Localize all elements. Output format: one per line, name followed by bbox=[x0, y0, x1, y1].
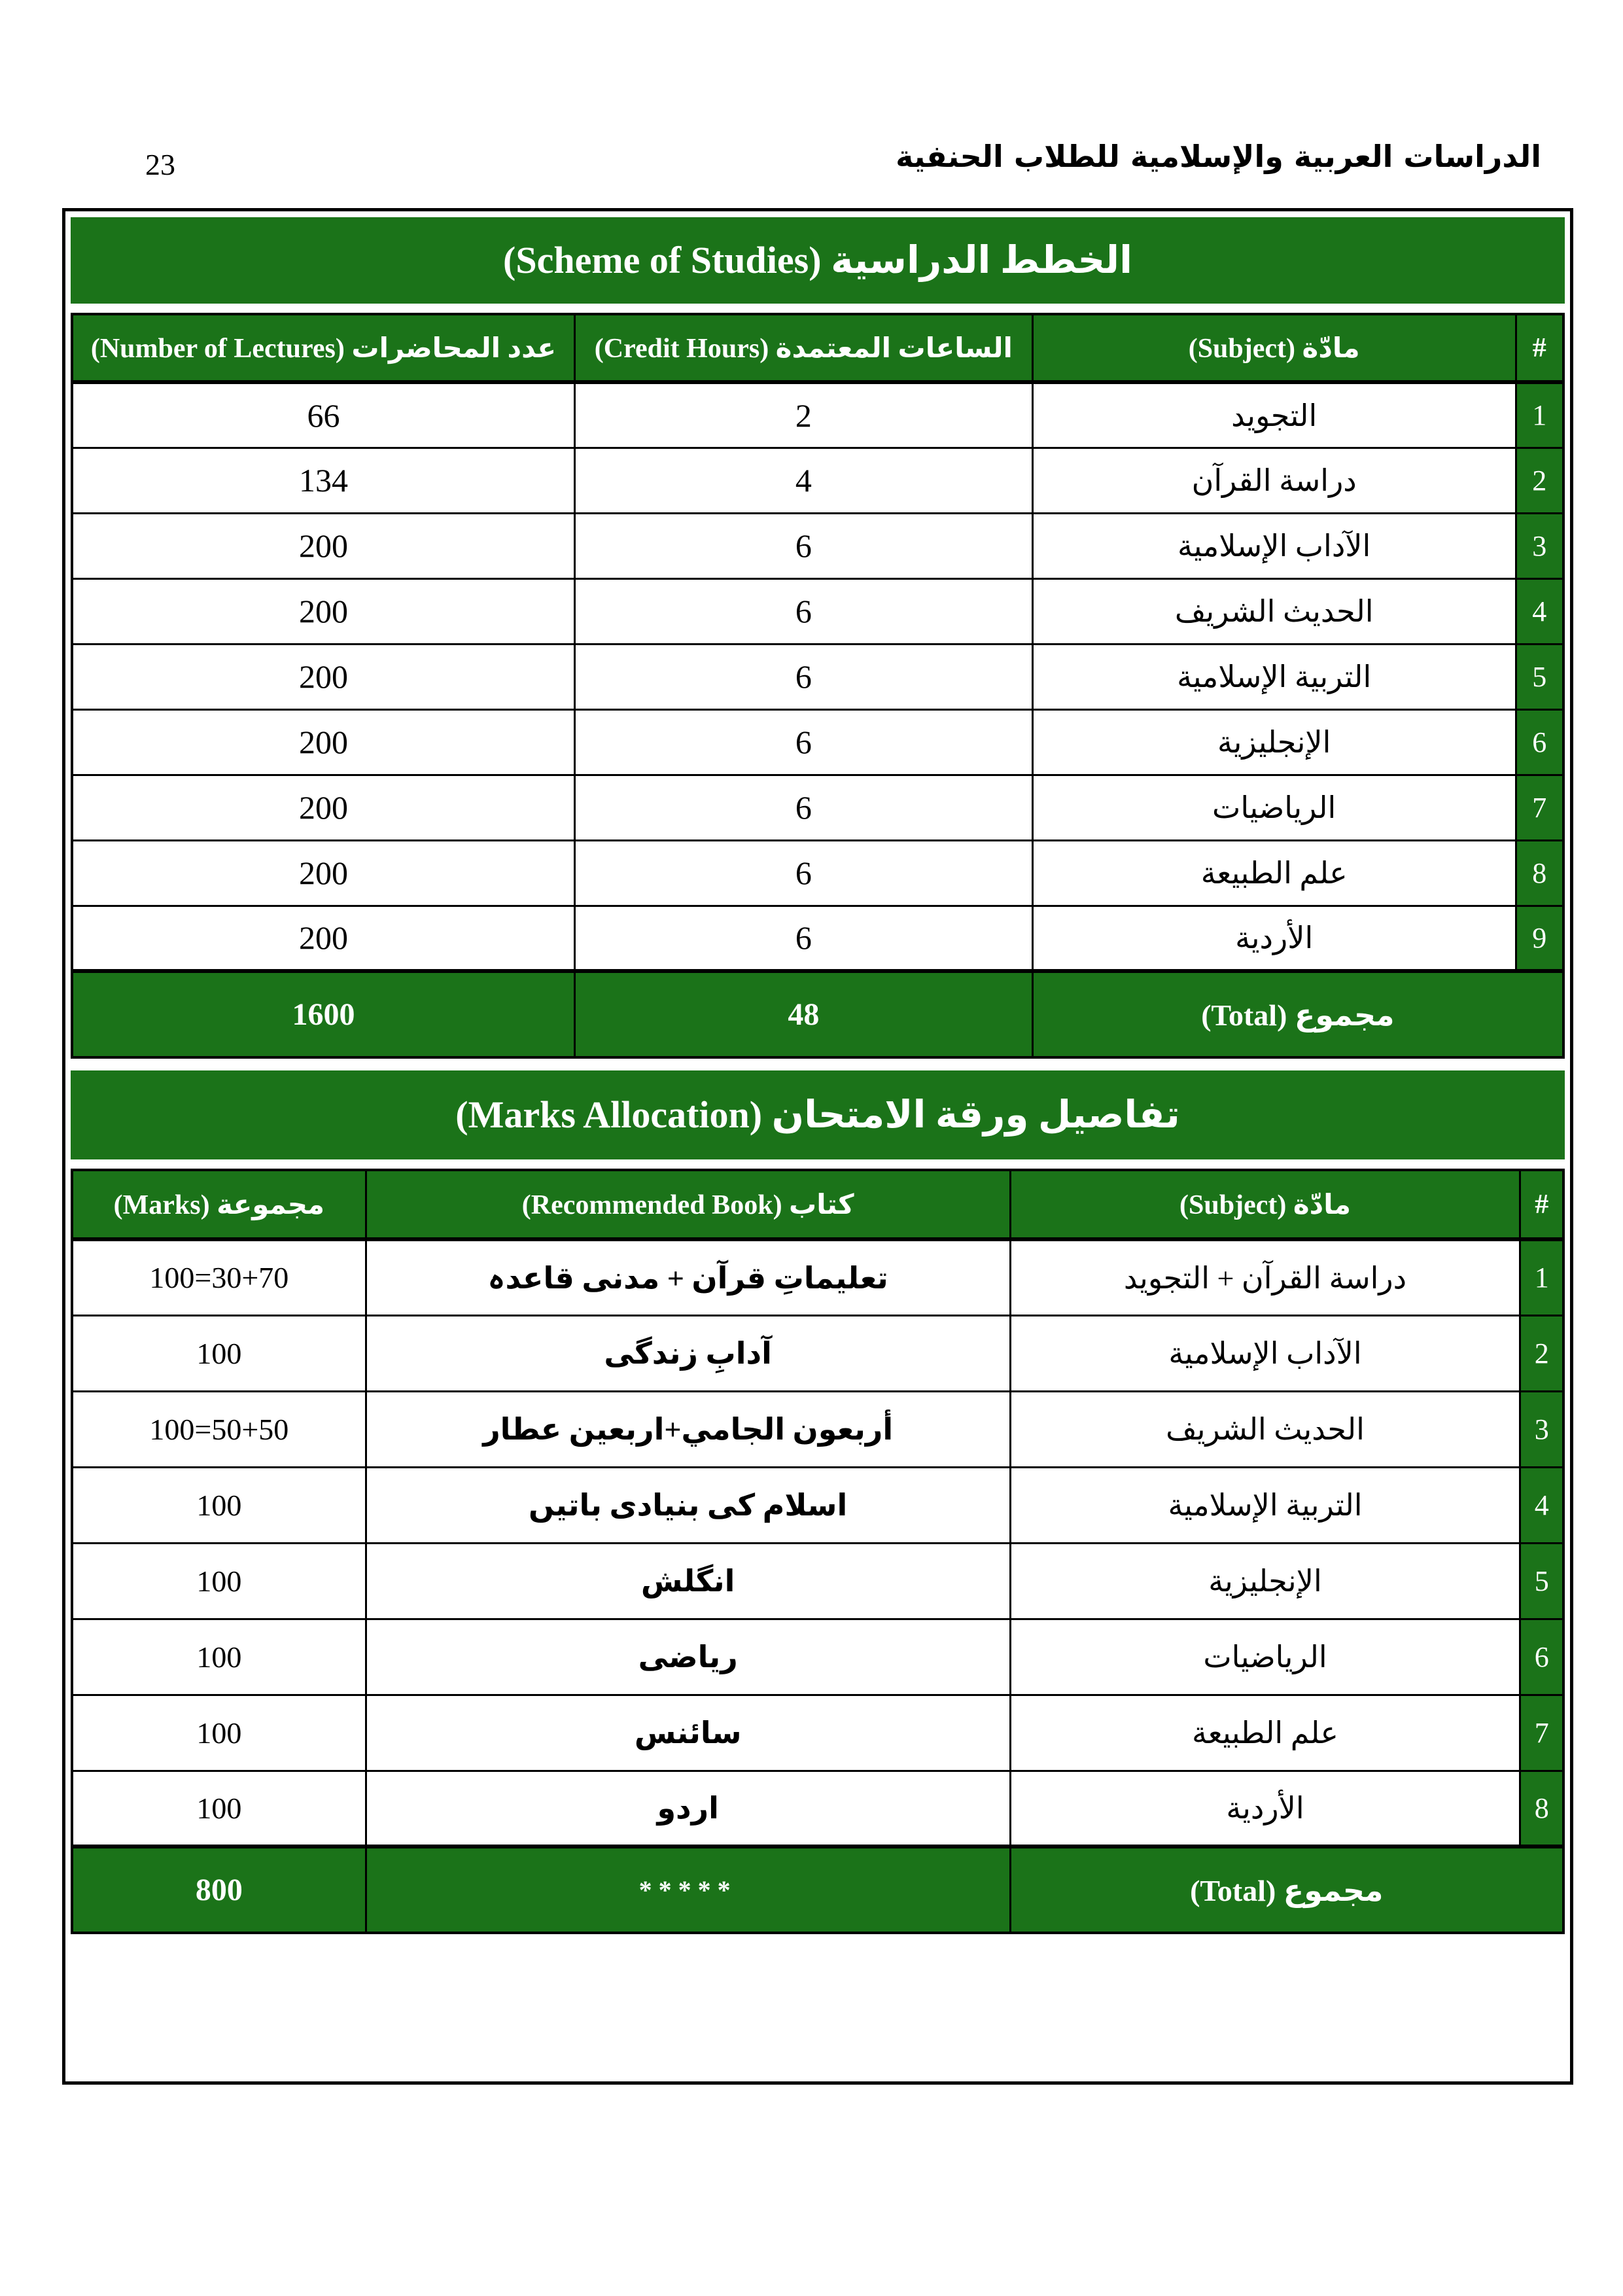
row-num: 1 bbox=[1520, 1239, 1563, 1315]
table-row bbox=[72, 1391, 1563, 1467]
row-marks: 100=30+70 bbox=[72, 1239, 366, 1315]
row-subject: التجويد bbox=[1032, 382, 1516, 448]
table-row bbox=[72, 1467, 1563, 1543]
marks-allocation-table bbox=[71, 1169, 1565, 1934]
scheme-col-subject: مادّة (Subject) bbox=[1032, 314, 1516, 382]
row-lectures: 200 bbox=[72, 906, 574, 971]
row-subject: الحديث الشريف bbox=[1010, 1391, 1520, 1467]
row-subject: الأردية bbox=[1010, 1771, 1520, 1846]
table-row bbox=[72, 840, 1563, 906]
row-marks: 100 bbox=[72, 1695, 366, 1771]
table-row bbox=[72, 448, 1563, 513]
total-marks: 800 bbox=[72, 1846, 366, 1933]
table-row bbox=[72, 1315, 1563, 1391]
row-credit-hours: 6 bbox=[574, 644, 1032, 709]
scheme-col-lectures: عدد المحاضرات (Number of Lectures) bbox=[72, 314, 574, 382]
row-subject: دراسة القرآن + التجويد bbox=[1010, 1239, 1520, 1315]
total-lectures: 1600 bbox=[72, 971, 574, 1057]
row-marks: 100 bbox=[72, 1467, 366, 1543]
row-num: 7 bbox=[1516, 775, 1563, 840]
scheme-header-row bbox=[72, 314, 1563, 382]
row-book: اسلام کی بنیادی باتیں bbox=[366, 1467, 1010, 1543]
row-book: آدابِ زندگی bbox=[366, 1315, 1010, 1391]
row-num: 6 bbox=[1516, 709, 1563, 775]
row-lectures: 200 bbox=[72, 709, 574, 775]
row-num: 9 bbox=[1516, 906, 1563, 971]
row-marks: 100 bbox=[72, 1619, 366, 1695]
table-row bbox=[72, 382, 1563, 448]
marks-header-row bbox=[72, 1170, 1563, 1239]
row-subject: الآداب الإسلامية bbox=[1032, 513, 1516, 578]
row-subject: دراسة القرآن bbox=[1032, 448, 1516, 513]
content-box bbox=[62, 208, 1573, 2085]
marks-banner-title: تفاصيل ورقة الامتحان (Marks Allocation) bbox=[71, 1070, 1565, 1159]
row-num: 2 bbox=[1520, 1315, 1563, 1391]
row-book: ریاضی bbox=[366, 1619, 1010, 1695]
row-credit-hours: 6 bbox=[574, 513, 1032, 578]
row-book: سائنس bbox=[366, 1695, 1010, 1771]
row-credit-hours: 6 bbox=[574, 775, 1032, 840]
row-credit-hours: 2 bbox=[574, 382, 1032, 448]
row-num: 4 bbox=[1520, 1467, 1563, 1543]
row-credit-hours: 6 bbox=[574, 709, 1032, 775]
document-title: الدراسات العربية والإسلامية للطلاب الحنفية bbox=[896, 139, 1541, 174]
marks-col-book: كتاب (Recommended Book) bbox=[366, 1170, 1010, 1239]
row-subject: علم الطبيعة bbox=[1032, 840, 1516, 906]
table-row bbox=[72, 709, 1563, 775]
row-num: 3 bbox=[1520, 1391, 1563, 1467]
row-credit-hours: 4 bbox=[574, 448, 1032, 513]
marks-col-marks: مجموعة (Marks) bbox=[72, 1170, 366, 1239]
row-marks: 100 bbox=[72, 1771, 366, 1846]
row-num: 5 bbox=[1516, 644, 1563, 709]
row-subject: الرياضيات bbox=[1032, 775, 1516, 840]
row-subject: الآداب الإسلامية bbox=[1010, 1315, 1520, 1391]
scheme-of-studies-table bbox=[71, 313, 1565, 1059]
row-num: 3 bbox=[1516, 513, 1563, 578]
row-lectures: 200 bbox=[72, 644, 574, 709]
scheme-col-num: # bbox=[1516, 314, 1563, 382]
row-marks: 100 bbox=[72, 1543, 366, 1619]
row-lectures: 134 bbox=[72, 448, 574, 513]
row-num: 2 bbox=[1516, 448, 1563, 513]
scheme-banner-title: الخطط الدراسية (Scheme of Studies) bbox=[71, 217, 1565, 304]
row-num: 6 bbox=[1520, 1619, 1563, 1695]
row-marks: 100 bbox=[72, 1315, 366, 1391]
row-lectures: 200 bbox=[72, 775, 574, 840]
row-book: انگلش bbox=[366, 1543, 1010, 1619]
row-lectures: 66 bbox=[72, 382, 574, 448]
row-lectures: 200 bbox=[72, 578, 574, 644]
table-row bbox=[72, 1239, 1563, 1315]
row-book: تعلیماتِ قرآن + مدنی قاعدہ bbox=[366, 1239, 1010, 1315]
scheme-total-row bbox=[72, 971, 1563, 1057]
row-num: 8 bbox=[1520, 1771, 1563, 1846]
table-row bbox=[72, 1619, 1563, 1695]
row-lectures: 200 bbox=[72, 840, 574, 906]
table-row bbox=[72, 513, 1563, 578]
row-credit-hours: 6 bbox=[574, 906, 1032, 971]
row-book: أربعون الجامي+اربعین عطار bbox=[366, 1391, 1010, 1467]
row-credit-hours: 6 bbox=[574, 578, 1032, 644]
row-subject: الرياضيات bbox=[1010, 1619, 1520, 1695]
table-row bbox=[72, 775, 1563, 840]
scheme-col-credit-hours: الساعات المعتمدة (Credit Hours) bbox=[574, 314, 1032, 382]
table-row bbox=[72, 1543, 1563, 1619]
row-subject: الإنجليزية bbox=[1032, 709, 1516, 775]
row-num: 1 bbox=[1516, 382, 1563, 448]
page-number: 23 bbox=[145, 148, 175, 181]
row-subject: الإنجليزية bbox=[1010, 1543, 1520, 1619]
row-book: اردو bbox=[366, 1771, 1010, 1846]
marks-col-num: # bbox=[1520, 1170, 1563, 1239]
total-label: مجموع (Total) bbox=[1032, 971, 1563, 1057]
row-lectures: 200 bbox=[72, 513, 574, 578]
table-row bbox=[72, 1695, 1563, 1771]
row-num: 4 bbox=[1516, 578, 1563, 644]
table-row bbox=[72, 1771, 1563, 1846]
row-num: 8 bbox=[1516, 840, 1563, 906]
total-book-placeholder: ***** bbox=[366, 1846, 1010, 1933]
table-row bbox=[72, 906, 1563, 971]
row-num: 5 bbox=[1520, 1543, 1563, 1619]
row-subject: علم الطبيعة bbox=[1010, 1695, 1520, 1771]
table-row bbox=[72, 578, 1563, 644]
row-credit-hours: 6 bbox=[574, 840, 1032, 906]
marks-total-row bbox=[72, 1846, 1563, 1933]
marks-col-subject: مادّة (Subject) bbox=[1010, 1170, 1520, 1239]
row-marks: 100=50+50 bbox=[72, 1391, 366, 1467]
table-row bbox=[72, 644, 1563, 709]
row-num: 7 bbox=[1520, 1695, 1563, 1771]
row-subject: التربية الإسلامية bbox=[1010, 1467, 1520, 1543]
row-subject: التربية الإسلامية bbox=[1032, 644, 1516, 709]
total-credit-hours: 48 bbox=[574, 971, 1032, 1057]
row-subject: الأردية bbox=[1032, 906, 1516, 971]
row-subject: الحديث الشريف bbox=[1032, 578, 1516, 644]
total-label: مجموع (Total) bbox=[1010, 1846, 1563, 1933]
